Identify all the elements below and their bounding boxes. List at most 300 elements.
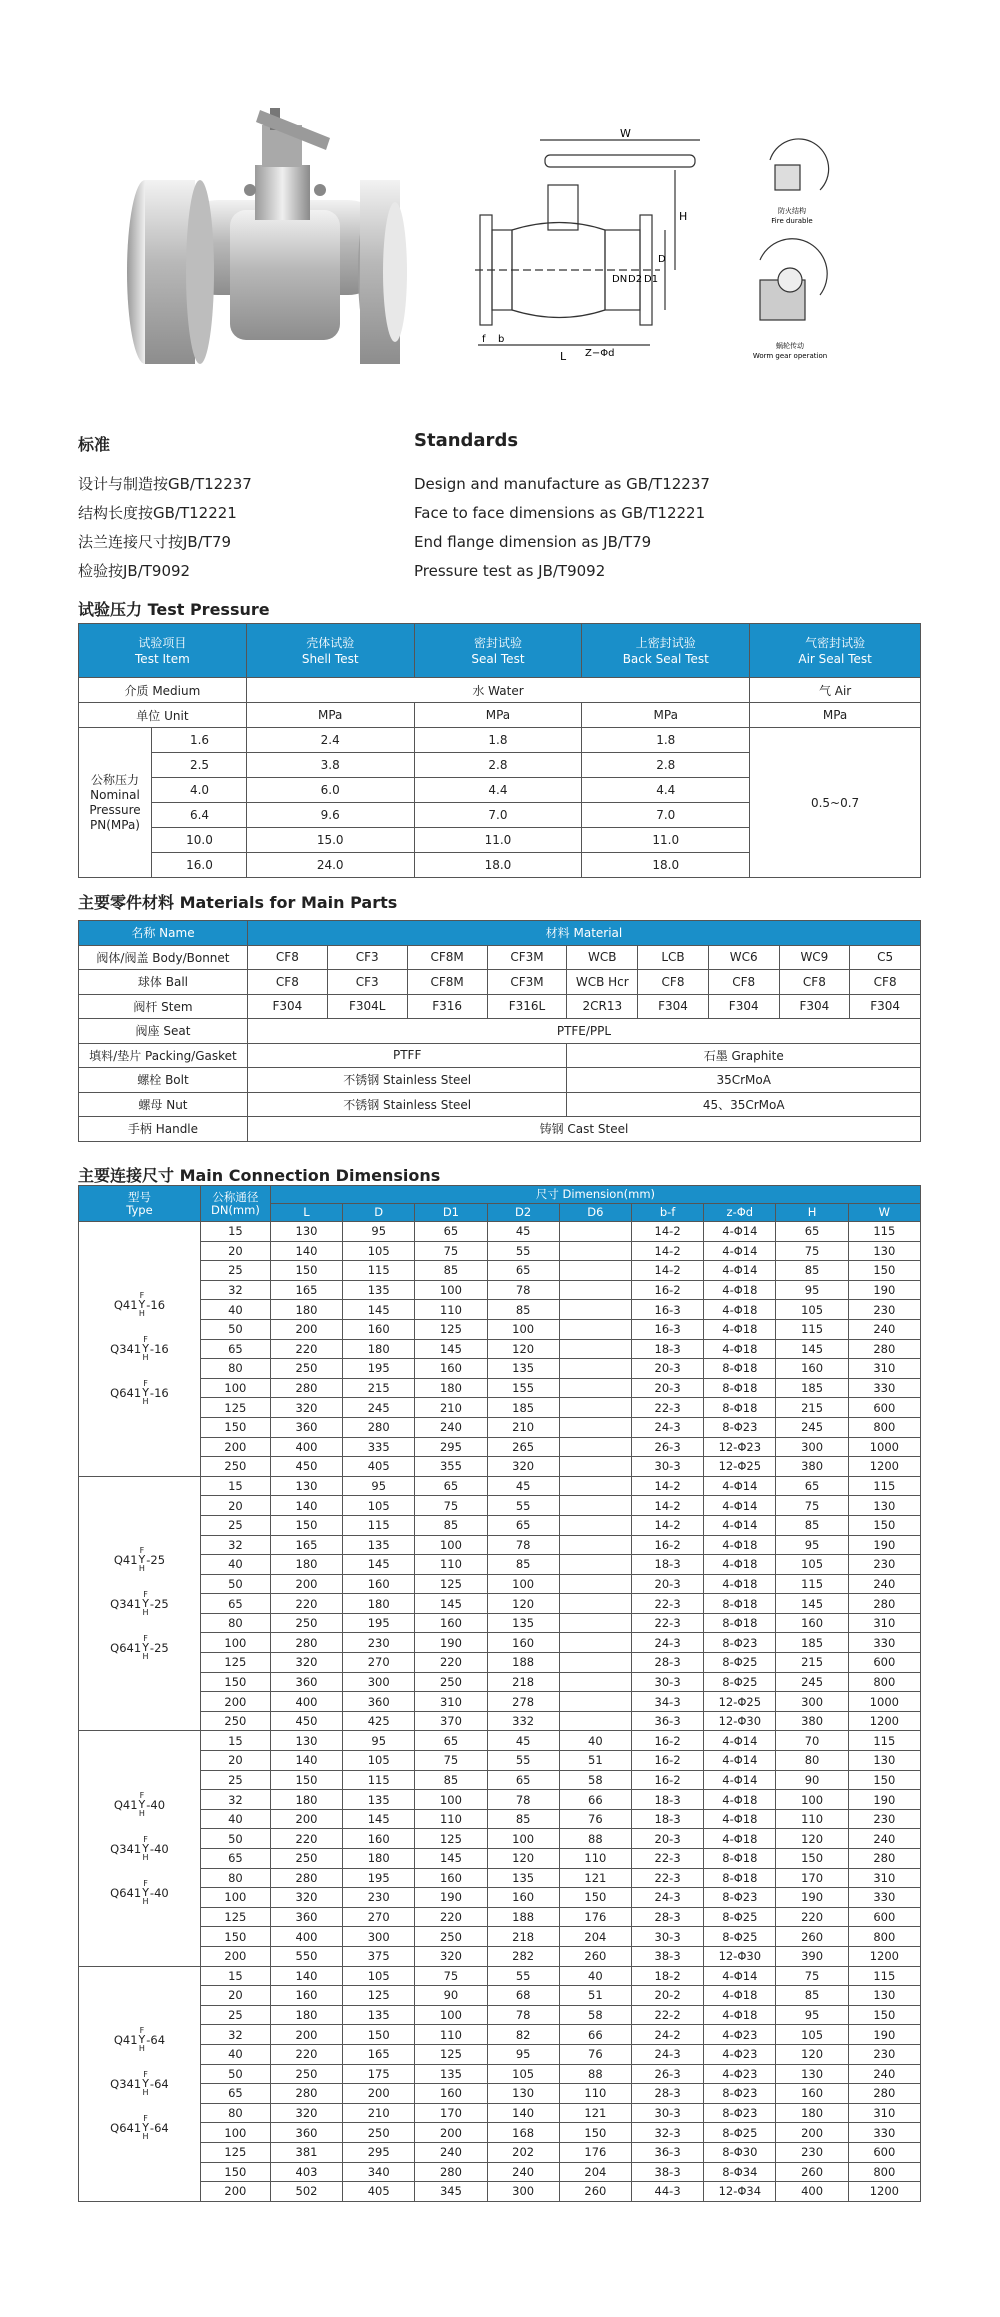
dim-cell: 145 (776, 1339, 848, 1359)
dim-cell: 110 (415, 1555, 487, 1575)
dim-cell: 160 (270, 1986, 342, 2006)
pressure-value: 2.4 (246, 728, 414, 753)
dim-col-header: D2 (487, 1204, 559, 1222)
dim-cell: 18-3 (631, 1339, 703, 1359)
dim-row (79, 1359, 921, 1379)
dn-cell: 32 (200, 2025, 270, 2045)
dim-cell: 78 (487, 1280, 559, 1300)
dim-cell: 45 (487, 1222, 559, 1242)
dim-cell: 215 (776, 1398, 848, 1418)
letter: Y (138, 1553, 146, 1567)
dim-cell: 85 (487, 1809, 559, 1829)
dim-cell: 82 (487, 2025, 559, 2045)
dim-cell: 90 (415, 1986, 487, 2006)
type-model (79, 1626, 200, 1670)
dim-row (79, 1966, 921, 1986)
letter: H (142, 1652, 149, 1662)
dim-cell: 58 (559, 1770, 631, 1790)
dim-cell: 160 (415, 1359, 487, 1379)
dim-cell: 115 (343, 1515, 415, 1535)
dim-cell: 360 (270, 2123, 342, 2143)
dim-cell: 180 (343, 1339, 415, 1359)
dn-cell: 125 (200, 2142, 270, 2162)
packing-row (79, 1043, 921, 1068)
dim-row (79, 1711, 921, 1731)
pressure-value: 11.0 (414, 828, 582, 853)
dim-cell: 250 (415, 1672, 487, 1692)
dim-row (79, 1927, 921, 1947)
dim-cell: 120 (487, 1339, 559, 1359)
pressure-value: 2.8 (414, 753, 582, 778)
dim-cell: 188 (487, 1907, 559, 1927)
dim-cell: 145 (343, 1300, 415, 1320)
dim-row (79, 2103, 921, 2123)
dim-row (79, 1496, 921, 1516)
pn-label-line: Nominal (90, 787, 140, 802)
dim-cell: 4-Φ14 (704, 1515, 776, 1535)
type-suffix: -40 (149, 1885, 169, 1900)
type-letters (142, 1835, 149, 1862)
type-suffix: -25 (146, 1552, 166, 1567)
unit-cell: MPa (750, 703, 921, 728)
material-cell: F304 (247, 994, 327, 1019)
dim-cell: 28-3 (631, 1907, 703, 1927)
dim-cell: 282 (487, 1946, 559, 1966)
dim-cell: 4-Φ14 (704, 1222, 776, 1242)
dim-cell: 200 (270, 2025, 342, 2045)
dim-cell: 30-3 (631, 1457, 703, 1477)
dim-cell: 335 (343, 1437, 415, 1457)
dim-cell: 160 (776, 1613, 848, 1633)
dim-cell: 145 (776, 1594, 848, 1614)
letter: F (143, 1379, 148, 1389)
material-cell: 铸钢 Cast Steel (247, 1117, 920, 1142)
dim-cell: 75 (415, 1496, 487, 1516)
dim-cell: 55 (487, 1496, 559, 1516)
dim-cell: 800 (848, 2162, 920, 2182)
dim-cell: 332 (487, 1711, 559, 1731)
dim-cell (559, 1594, 631, 1614)
dim-cell: 95 (343, 1476, 415, 1496)
dim-cell: 4-Φ23 (704, 2064, 776, 2084)
letter: H (142, 1397, 149, 1407)
dim-cell: 450 (270, 1457, 342, 1477)
dim-cell: 310 (848, 1359, 920, 1379)
dim-cell: 8-Φ23 (704, 1633, 776, 1653)
type-letters (142, 1879, 149, 1906)
dim-header-row (79, 1186, 921, 1204)
material-cell: CF3 (327, 945, 407, 970)
dn-cell: 125 (200, 1653, 270, 1673)
dim-cell: 250 (270, 2064, 342, 2084)
dim-row (79, 2182, 921, 2202)
fire-cn-label: 防火结构 (778, 207, 806, 215)
dim-cell: 280 (415, 2162, 487, 2182)
dim-cell: 90 (776, 1770, 848, 1790)
dim-row (79, 1986, 921, 2006)
dim-cell: 16-2 (631, 1280, 703, 1300)
letter: H (142, 1897, 149, 1906)
pressure-value: 7.0 (582, 803, 750, 828)
dim-cell: 355 (415, 1457, 487, 1477)
type-model (79, 2062, 200, 2106)
dim-cell: 12-Φ30 (704, 1946, 776, 1966)
dim-cell: 14-2 (631, 1241, 703, 1261)
type-letters (139, 1291, 146, 1318)
material-cell: CF3M (487, 970, 567, 995)
dim-cell: 65 (487, 1770, 559, 1790)
dim-cell: 381 (270, 2142, 342, 2162)
materials-table (78, 920, 921, 1142)
dn-cell: 200 (200, 1946, 270, 1966)
type-letters (139, 1546, 146, 1573)
dim-cell: 280 (270, 2084, 342, 2104)
dim-cell: 18-3 (631, 1809, 703, 1829)
pn-value: 10.0 (152, 828, 246, 853)
dim-cell: 8-Φ25 (704, 1653, 776, 1673)
dim-cell: 160 (343, 1574, 415, 1594)
dim-cell: 204 (559, 1927, 631, 1947)
dim-cell: 18-3 (631, 1790, 703, 1810)
dim-cell: 340 (343, 2162, 415, 2182)
material-cell: F316 (407, 994, 487, 1019)
dim-cell: 110 (415, 1809, 487, 1829)
dim-cell: 121 (559, 2103, 631, 2123)
dim-cell: 330 (848, 1888, 920, 1908)
fire-durable-detail (770, 139, 829, 190)
dim-l-label: L (560, 350, 567, 363)
dim-cell: 360 (270, 1417, 342, 1437)
dn-cell: 40 (200, 1809, 270, 1829)
part-name: 阀体/阀盖 Body/Bonnet (79, 945, 248, 970)
dim-cell: 150 (848, 1261, 920, 1281)
dim-cell: 320 (270, 2103, 342, 2123)
dim-cell: 185 (487, 1398, 559, 1418)
type-header-cn: 型号 (127, 1189, 151, 1204)
pn-value: 16.0 (186, 858, 213, 872)
dim-cell: 105 (487, 2064, 559, 2084)
dim-cell: 190 (848, 2025, 920, 2045)
dim-cell: 78 (487, 1535, 559, 1555)
dim-cell: 115 (848, 1476, 920, 1496)
header-shell-test: 壳体试验 Shell Test (246, 624, 414, 678)
dim-row (79, 1437, 921, 1457)
pressure-value: 24.0 (246, 853, 414, 878)
dim-cell: 8-Φ18 (704, 1378, 776, 1398)
dim-cell: 1000 (848, 1437, 920, 1457)
pressure-row (79, 728, 921, 753)
pressure-value: 4.4 (414, 778, 582, 803)
letter: F (143, 1590, 148, 1600)
dim-cell: 8-Φ25 (704, 1672, 776, 1692)
dim-cell: 240 (415, 1417, 487, 1437)
dim-cell: 170 (415, 2103, 487, 2123)
dn-cell: 200 (200, 1692, 270, 1712)
dim-cell: 65 (415, 1222, 487, 1242)
dim-cell: 120 (487, 1849, 559, 1869)
dim-cell: 185 (776, 1378, 848, 1398)
type-prefix: Q41 (113, 1797, 138, 1812)
dim-cell: 145 (343, 1555, 415, 1575)
dim-cell: 230 (848, 1809, 920, 1829)
dim-cell: 20-3 (631, 1829, 703, 1849)
dim-cell: 160 (776, 2084, 848, 2104)
pressure-value: 2.8 (582, 753, 750, 778)
dn-cell: 50 (200, 1319, 270, 1339)
dim-cell: 4-Φ18 (704, 1535, 776, 1555)
dim-cell: 120 (776, 2044, 848, 2064)
dim-row (79, 1692, 921, 1712)
dn-cell: 150 (200, 1672, 270, 1692)
dim-cell: 240 (848, 1319, 920, 1339)
type-prefix: Q341 (110, 1841, 142, 1856)
type-prefix: Q41 (113, 1552, 138, 1567)
dim-cell: 300 (487, 2182, 559, 2202)
dim-cell: 135 (487, 1613, 559, 1633)
pn-value: 1.6 (152, 728, 246, 753)
dim-cell: 1000 (848, 1692, 920, 1712)
valve-photo (127, 108, 407, 364)
dim-cell: 135 (343, 1535, 415, 1555)
dim-cell: 150 (270, 1770, 342, 1790)
pressure-value: 3.8 (246, 753, 414, 778)
pn-label-line: 公称压力 (90, 772, 139, 787)
dim-cell: 180 (270, 1300, 342, 1320)
dn-cell: 200 (200, 2182, 270, 2202)
dim-cell: 270 (343, 1653, 415, 1673)
material-row (79, 945, 921, 970)
dim-row (79, 2025, 921, 2045)
dim-cell: 230 (776, 2142, 848, 2162)
dim-cell: 95 (343, 1222, 415, 1242)
standard-line-en: End flange dimension as JB/T79 (414, 533, 652, 551)
pn-label-line: PN(MPa) (90, 817, 140, 832)
dim-cell: 370 (415, 1711, 487, 1731)
material-cell: WCB (567, 945, 638, 970)
dim-cell: 115 (343, 1261, 415, 1281)
standard-line-en: Face to face dimensions as GB/T12221 (414, 504, 706, 522)
dim-cell: 220 (415, 1907, 487, 1927)
dim-cell: 85 (415, 1515, 487, 1535)
dim-row (79, 1868, 921, 1888)
dim-cell: 75 (415, 1241, 487, 1261)
dim-cell: 20-3 (631, 1359, 703, 1379)
dim-cell: 320 (415, 1946, 487, 1966)
dim-cell: 120 (776, 1829, 848, 1849)
type-prefix: Q641 (110, 1385, 142, 1400)
material-cell: CF8 (850, 970, 921, 995)
dim-cell: 4-Φ14 (704, 1476, 776, 1496)
dim-cell: 218 (487, 1927, 559, 1947)
dim-row (79, 1319, 921, 1339)
dn-cell: 80 (200, 1868, 270, 1888)
dim-cell: 215 (776, 1653, 848, 1673)
dim-row (79, 2142, 921, 2162)
letter: H (138, 1309, 145, 1319)
type-prefix: Q341 (110, 1341, 142, 1356)
dim-cell: 300 (776, 1692, 848, 1712)
type-header-en: Type (126, 1202, 153, 1217)
dim-cell: 75 (776, 1241, 848, 1261)
dim-cell: 115 (776, 1574, 848, 1594)
dim-cell: 20-3 (631, 1574, 703, 1594)
dim-cell: 210 (415, 1398, 487, 1418)
letter: Y (142, 1597, 149, 1611)
pressure-value: 6.0 (246, 778, 414, 803)
dn-cell: 100 (200, 1378, 270, 1398)
dim-cell: 400 (270, 1927, 342, 1947)
dim-row (79, 2162, 921, 2182)
dim-cell: 380 (776, 1711, 848, 1731)
type-model (79, 2106, 200, 2150)
standard-line-en: Pressure test as JB/T9092 (414, 562, 606, 580)
dim-row (79, 2123, 921, 2143)
dim-cell: 295 (343, 2142, 415, 2162)
dim-cell: 280 (848, 1339, 920, 1359)
dim-cell: 105 (776, 2025, 848, 2045)
letter: Y (142, 1842, 149, 1855)
dim-cell: 30-3 (631, 2103, 703, 2123)
dim-cell: 36-3 (631, 2142, 703, 2162)
dim-col-header: b-f (631, 1204, 703, 1222)
dim-cell: 8-Φ23 (704, 2103, 776, 2123)
dim-cell: 78 (487, 2005, 559, 2025)
dim-row (79, 2084, 921, 2104)
dim-cell: 220 (270, 1829, 342, 1849)
letter: F (143, 2114, 148, 2124)
dim-row (79, 1907, 921, 1927)
material-header: 材料 Material (247, 921, 920, 946)
dim-cell: 8-Φ18 (704, 1613, 776, 1633)
dim-cell: 280 (343, 1417, 415, 1437)
dim-cell: 12-Φ34 (704, 2182, 776, 2202)
dim-cell: 115 (848, 1966, 920, 1986)
dim-cell: 400 (270, 1692, 342, 1712)
dim-cell: 121 (559, 1868, 631, 1888)
dim-cell: 75 (776, 1496, 848, 1516)
dim-cell: 220 (270, 1339, 342, 1359)
dim-cell: 1200 (848, 2182, 920, 2202)
dim-cell: 502 (270, 2182, 342, 2202)
dim-cell: 160 (487, 1633, 559, 1653)
material-row (79, 994, 921, 1019)
dim-cell: 800 (848, 1927, 920, 1947)
dn-cell: 20 (200, 1751, 270, 1771)
dim-cell: 190 (848, 1790, 920, 1810)
material-cell: F304 (638, 994, 709, 1019)
dim-cell: 95 (776, 1280, 848, 1300)
header-test-item: 试验项目 Test Item (79, 624, 247, 678)
dim-cell: 400 (270, 1437, 342, 1457)
dim-cell: 260 (776, 1927, 848, 1947)
letter: F (139, 2026, 145, 2036)
dn-cell: 80 (200, 1359, 270, 1379)
dim-cell: 200 (776, 2123, 848, 2143)
dim-cell: 65 (415, 1476, 487, 1496)
dim-cell: 16-2 (631, 1770, 703, 1790)
dim-cell: 78 (487, 1790, 559, 1810)
dim-cell: 185 (776, 1633, 848, 1653)
dim-row (79, 1339, 921, 1359)
dim-cell: 250 (415, 1927, 487, 1947)
air-seal-value: 0.5~0.7 (750, 728, 921, 878)
dim-cell: 600 (848, 1653, 920, 1673)
dim-cell: 190 (415, 1633, 487, 1653)
dim-cell: 140 (487, 2103, 559, 2123)
dim-cell (559, 1555, 631, 1575)
dim-row (79, 2064, 921, 2084)
pressure-value: 9.6 (246, 803, 414, 828)
dim-cell: 34-3 (631, 1692, 703, 1712)
dimension-drawing (475, 140, 700, 345)
dn-cell: 15 (200, 1731, 270, 1751)
dim-cell: 180 (776, 2103, 848, 2123)
material-cell: 35CrMoA (567, 1068, 921, 1093)
dim-cell: 360 (270, 1907, 342, 1927)
dim-cell: 85 (415, 1770, 487, 1790)
material-cell: 石墨 Graphite (567, 1043, 921, 1068)
dim-cell (559, 1417, 631, 1437)
letter: F (143, 1879, 148, 1888)
standards-list-en (414, 470, 710, 586)
worm-en-label: Worm gear operation (752, 352, 828, 360)
dim-cell: 220 (270, 2044, 342, 2064)
dim-cell: 160 (415, 1868, 487, 1888)
dim-cell: 110 (415, 1300, 487, 1320)
material-cell: CF3M (487, 945, 567, 970)
dn-cell: 80 (200, 1613, 270, 1633)
dim-cell: 175 (343, 2064, 415, 2084)
material-cell: 45、35CrMoA (567, 1092, 921, 1117)
dim-cell: 22-3 (631, 1398, 703, 1418)
dim-row (79, 2005, 921, 2025)
dim-cell: 105 (776, 1300, 848, 1320)
dim-cell: 8-Φ25 (704, 2123, 776, 2143)
dim-cell: 125 (415, 1574, 487, 1594)
dim-cell: 150 (343, 2025, 415, 2045)
type-prefix: Q341 (110, 1596, 142, 1611)
dim-cell: 130 (270, 1222, 342, 1242)
material-cell: 不锈钢 Stainless Steel (247, 1092, 566, 1117)
dim-cell: 165 (270, 1280, 342, 1300)
material-cell: WC9 (779, 945, 850, 970)
dim-cell: 110 (559, 2084, 631, 2104)
letter: Y (142, 1641, 149, 1655)
dim-cell: 14-2 (631, 1476, 703, 1496)
bolt-row (79, 1068, 921, 1093)
dim-cell: 95 (343, 1731, 415, 1751)
dim-cell: 150 (270, 1261, 342, 1281)
standard-line-cn: 结构长度按GB/T12221 (78, 504, 237, 522)
dim-cell: 24-2 (631, 2025, 703, 2045)
type-letters (142, 2114, 149, 2141)
dim-cell: 160 (487, 1888, 559, 1908)
dim-cell: 135 (415, 2064, 487, 2084)
material-cell: PTFE/PPL (247, 1019, 920, 1044)
dim-cell: 130 (848, 1986, 920, 2006)
dn-cell: 32 (200, 1280, 270, 1300)
part-name: 阀杆 Stem (79, 994, 248, 1019)
dim-cell: 24-3 (631, 2044, 703, 2064)
dim-cell: 270 (343, 1907, 415, 1927)
dim-cell: 450 (270, 1711, 342, 1731)
dim-cell: 8-Φ18 (704, 1849, 776, 1869)
dim-cell: 250 (270, 1849, 342, 1869)
dim-cell: 4-Φ18 (704, 1555, 776, 1575)
dim-cell: 95 (487, 2044, 559, 2064)
type-prefix: Q641 (110, 1640, 142, 1655)
dim-cell (559, 1515, 631, 1535)
